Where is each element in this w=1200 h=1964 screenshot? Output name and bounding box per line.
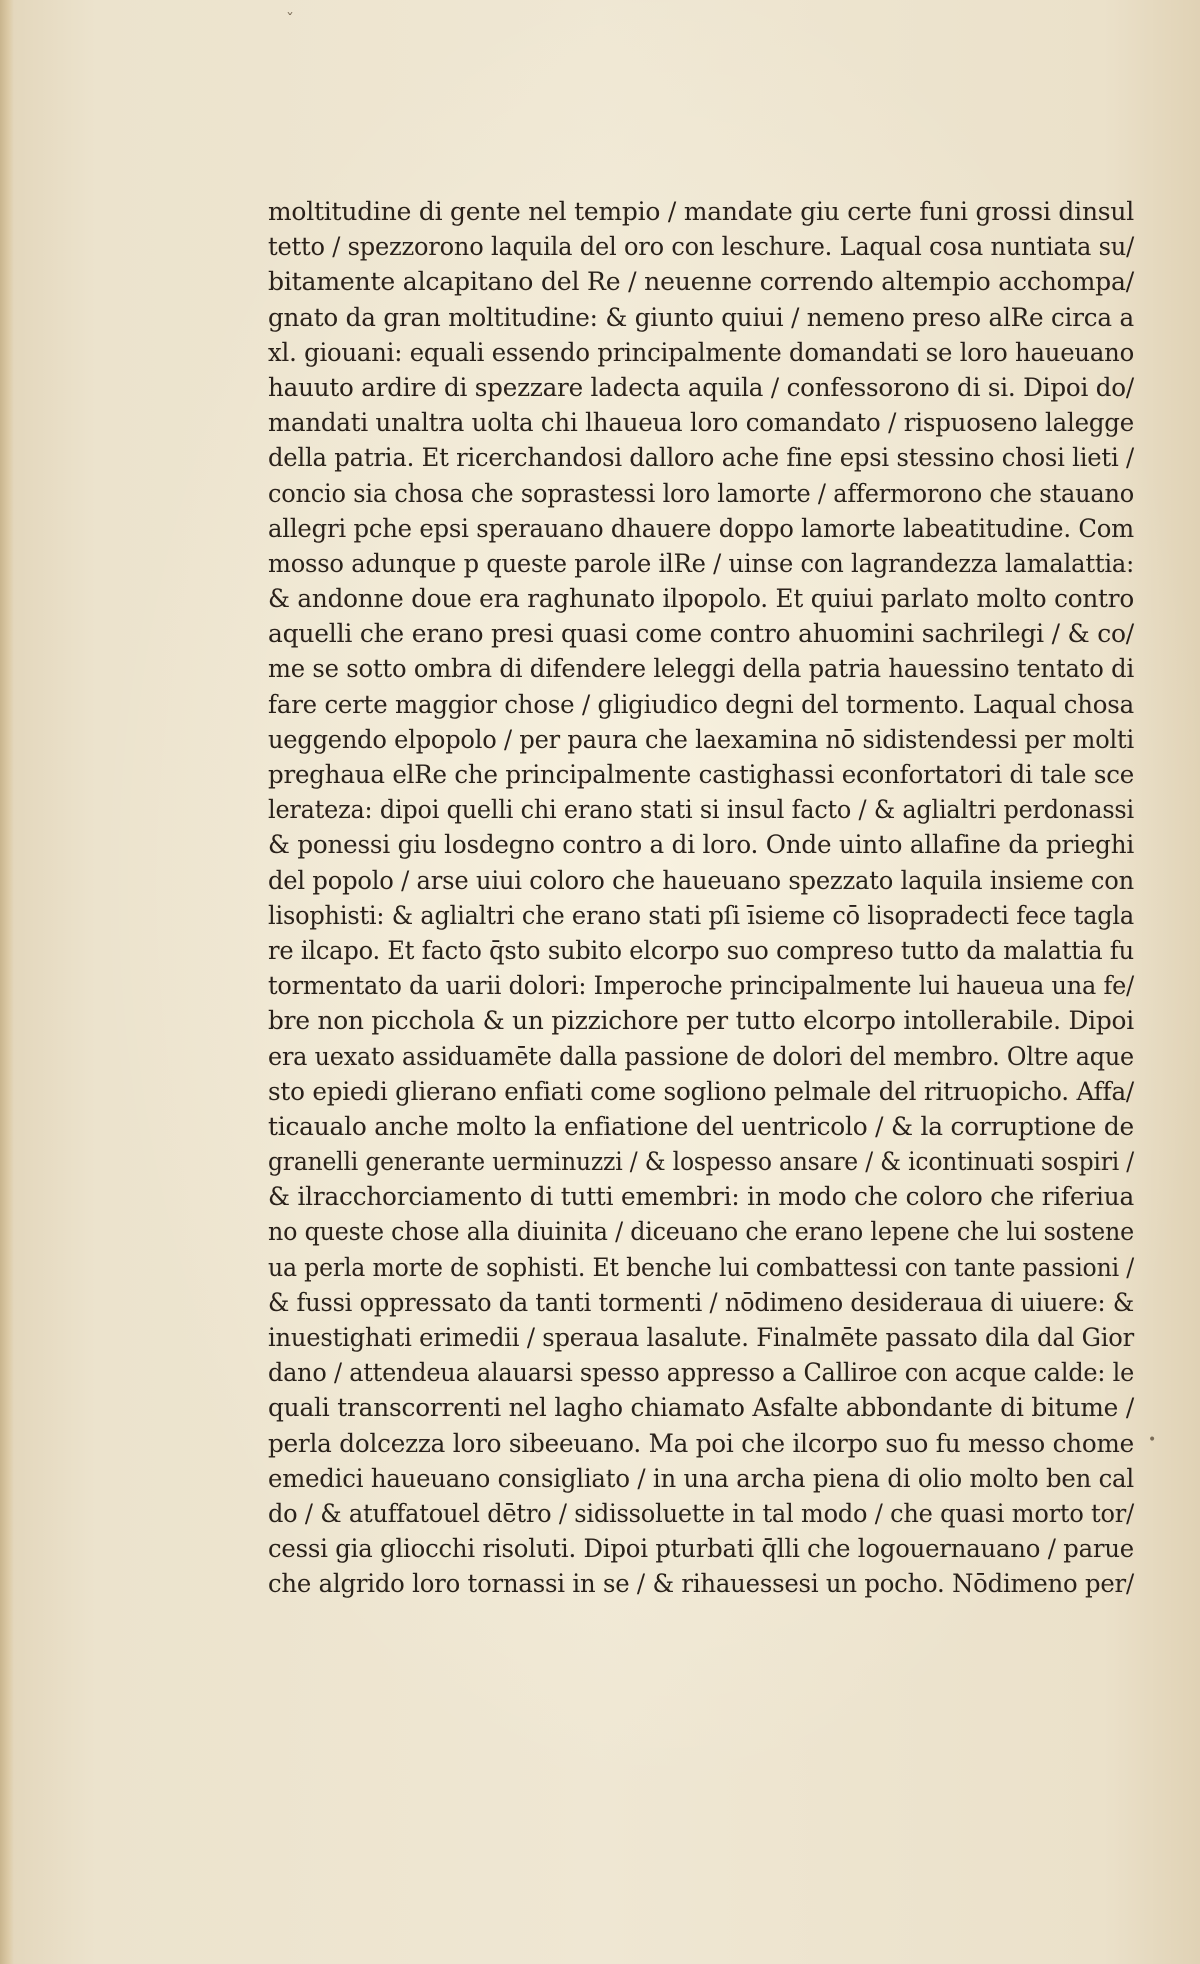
text-line: perla dolcezza loro sibeeuano. Ma poi che ilcorpo suo fu messo chome [268, 1428, 1135, 1458]
text-line: hauuto ardire di spezzare ladecta aquila / confessorono di si. Dipoi do/ [268, 372, 1134, 402]
text-line: inuestighati erimedii / speraua lasalute. Finalmēte passato dila dal Gior [268, 1323, 1134, 1352]
text-line: preghaua elRe che principalmente castighassi econfortatori di tale sce [268, 760, 1135, 789]
top-mark: ˇ [286, 10, 294, 29]
text-line: ueggendo elpopolo / per paura che laexamina nō sidistendessi per molti [268, 724, 1134, 754]
text-line: tetto / spezzorono laquila del oro con leschure. Laqual cosa nuntiata su/ [268, 232, 1135, 262]
text-line: me se sotto ombra di difendere leleggi della patria hauessino tentato di [268, 654, 1135, 684]
margin-mark: • [1148, 1432, 1157, 1448]
text-line: gnato da gran moltitudine: & giunto quiui / nemeno preso alRe circa a [268, 302, 1134, 332]
text-line: fare certe maggior chose / gligiudico degni del tormento. Laqual chosa [268, 689, 1134, 719]
text-line: del popolo / arse uiui coloro che haueuano spezzato laquila insieme con [268, 865, 1135, 895]
text-line: mandati unaltra uolta chi lhaueua loro comandato / rispuoseno lalegge [268, 408, 1135, 438]
text-line: & ponessi giu losdegno contro a di loro. Onde uinto allafine da prieghi [268, 830, 1135, 860]
text-line: re ilcapo. Et facto q̄sto subito elcorpo suo compreso tutto da malattia fu [268, 935, 1134, 965]
text-line: xl. giouani: equali essendo principalmente domandati se loro haueuano [268, 337, 1135, 367]
text-line: tormentato da uarii dolori: Imperoche principalmente lui haueua una fe/ [268, 971, 1134, 1001]
text-line: cessi gia gliocchi risoluti. Dipoi pturbati q̄lli che logouernauano / parue [268, 1534, 1135, 1564]
text-line: della patria. Et ricerchandosi dalloro ache fine epsi stessino chosi lieti / [268, 443, 1134, 473]
text-line: lisophisti: & aglialtri che erano stati pſi īsieme cō lisopradecti fece tagla [268, 900, 1135, 930]
text-line: moltitudine di gente nel tempio / mandate giu certe funi grossi dinsul [268, 197, 1134, 226]
text-line: concio sia chosa che soprastessi loro lamorte / affermorono che stauano [268, 478, 1134, 508]
text-line: granelli generante uerminuzzi / & lospesso ansare / & icontinuati sospiri / [268, 1147, 1134, 1177]
text-line: dano / attendeua alauarsi spesso appresso a Calliroe con acque calde: le [268, 1358, 1135, 1388]
text-line: mosso adunque p queste parole ilRe / uinse con lagrandezza lamalattia: [268, 548, 1135, 578]
text-line: & andonne doue era raghunato ilpopolo. Et quiui parlato molto contro [268, 584, 1134, 614]
text-line: ticaualo anche molto la enfiatione del uentricolo / & la corruptione de [268, 1111, 1134, 1141]
text-line: che algrido loro tornassi in se / & rihauessesi un pocho. Nōdimeno per/ [268, 1569, 1134, 1599]
text-line: lerateza: dipoi quelli chi erano stati si insul facto / & aglialtri perdonassi [268, 795, 1134, 825]
text-line: emedici haueuano consigliato / in una archa piena di olio molto ben cal [268, 1463, 1134, 1493]
text-block [268, 194, 1134, 1602]
text-line: do / & atuffatouel dētro / sidissoluette in tal modo / che quasi morto tor/ [268, 1498, 1134, 1528]
text-line: & ilracchorciamento di tutti emembri: in modo che coloro che riferiua [268, 1182, 1135, 1212]
text-line: ua perla morte de sophisti. Et benche lui combattessi con tante passioni / [268, 1252, 1134, 1282]
page-gutter-edge [0, 0, 14, 1964]
text-line: & fussi oppressato da tanti tormenti / nōdimeno desideraua di uiuere: & [268, 1287, 1134, 1317]
text-line: allegri pche epsi sperauano dhauere doppo lamorte labeatitudine. Com [268, 513, 1135, 543]
text-line: no queste chose alla diuinita / diceuano che erano lepene che lui sostene [268, 1217, 1135, 1247]
text-line: era uexato assiduamēte dalla passione de dolori del membro. Oltre aque [268, 1041, 1134, 1071]
text-line: bre non picchola & un pizzichore per tutto elcorpo intollerabile. Dipoi [268, 1006, 1134, 1036]
text-line: bitamente alcapitano del Re / neuenne correndo altempio acchompa/ [268, 267, 1135, 297]
text-line: aquelli che erano presi quasi come contro ahuomini sachrilegi / & co/ [268, 619, 1134, 649]
text-line: sto epiedi glierano enfiati come sogliono pelmale del ritruopicho. Affa/ [268, 1076, 1135, 1106]
text-line: quali transcorrenti nel lagho chiamato Asfalte abbondante di bitume / [268, 1393, 1134, 1423]
